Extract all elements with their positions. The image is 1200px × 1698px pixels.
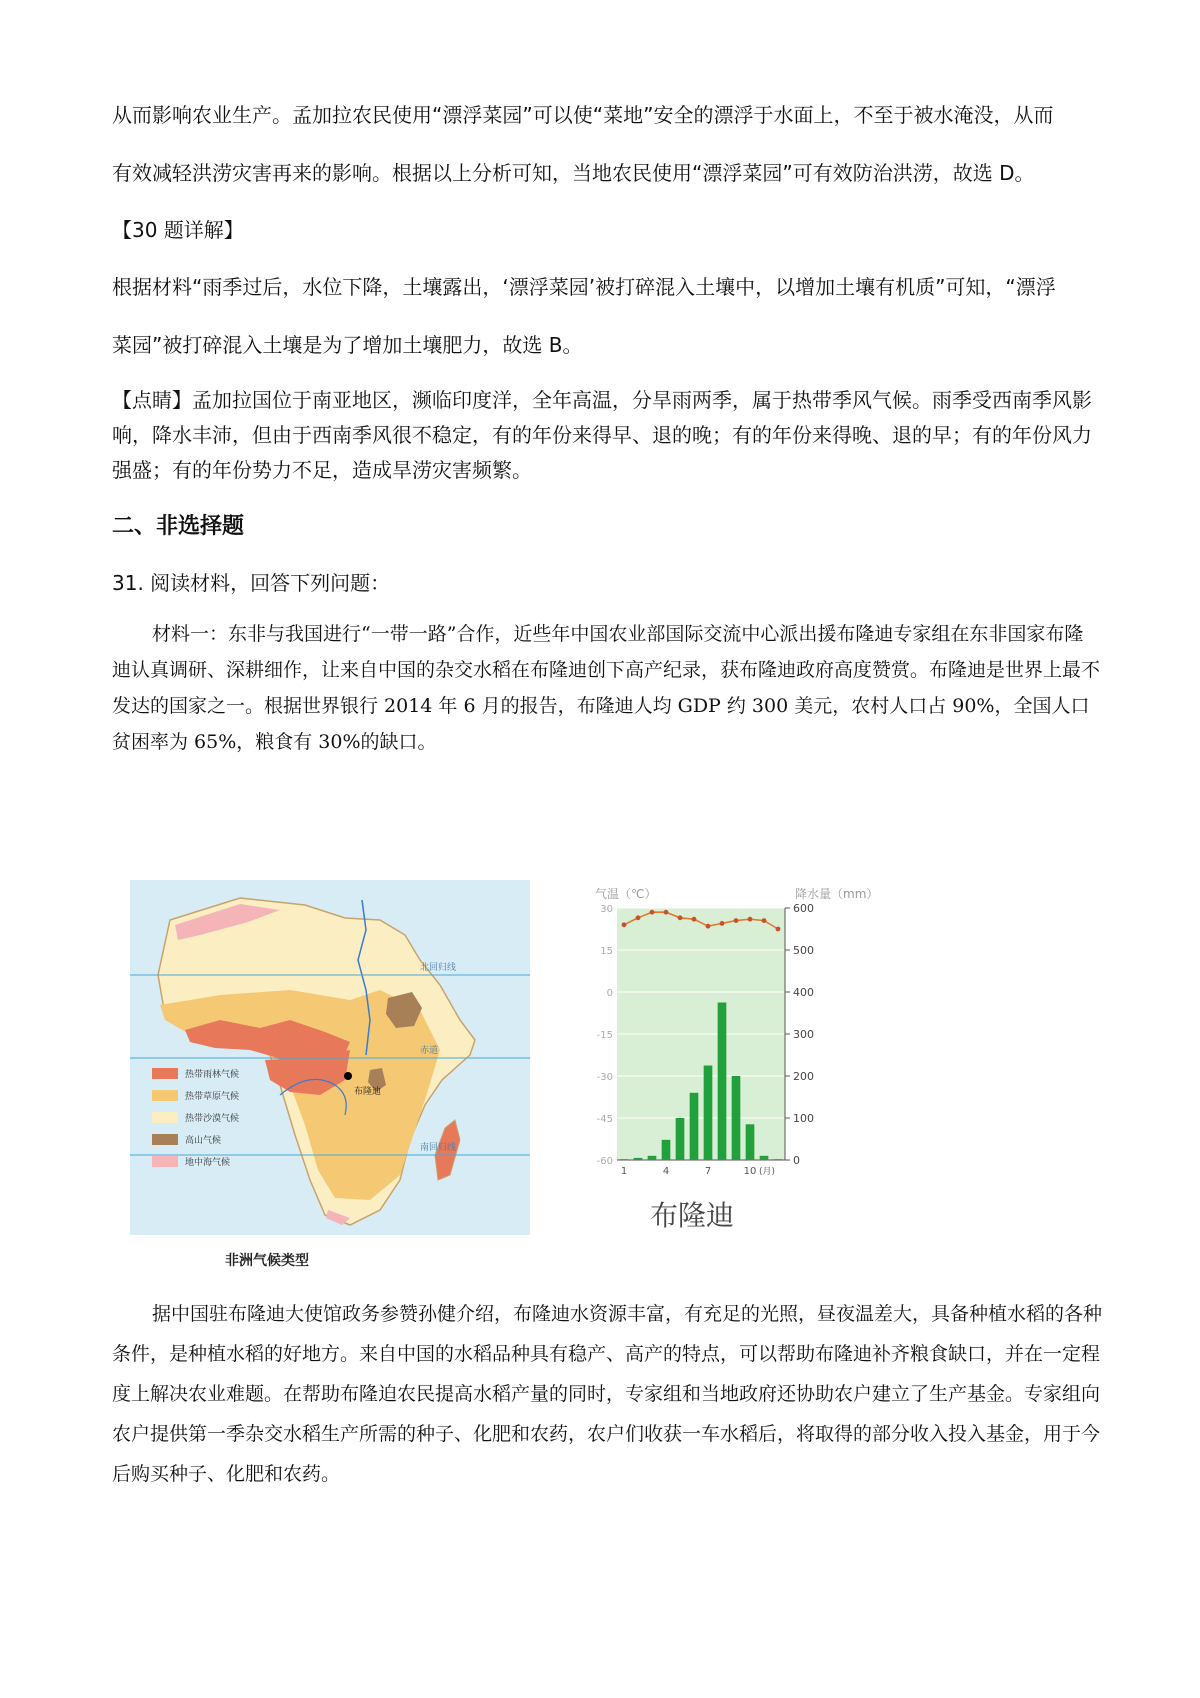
legend-label: 地中海气候	[185, 1158, 231, 1168]
temperature-point	[622, 922, 627, 927]
chart-right-tick-label: 400	[793, 986, 814, 999]
precip-bar	[634, 1158, 643, 1160]
chart-x-tick-label: 4	[662, 1166, 670, 1177]
precip-bar	[648, 1156, 657, 1160]
precip-bar	[760, 1156, 769, 1160]
legend-swatch	[152, 1112, 178, 1123]
chart-left-axis-label: 气温（℃）	[595, 887, 657, 901]
temperature-point	[720, 921, 725, 926]
burundi-climate-chart	[595, 880, 965, 1270]
legend-label: 热带草原气候	[185, 1092, 240, 1102]
chart-x-tick-label: 1	[620, 1166, 628, 1177]
chart-title: 布隆迪	[650, 1199, 735, 1232]
temperature-point	[734, 918, 739, 923]
temperature-point	[776, 927, 781, 932]
temperature-point	[664, 910, 669, 915]
material-one: 材料一：东非与我国进行“一带一路”合作，近些年中国农业部国际交流中心派出援布隆迪专家组在东非国家布隆迪认真调研、深耕细作，让来自中国的杂交水稻在布隆迪创下高产纪录，获布隆迪政府高度赞赏。布隆迪是世界上最不发达的国家之一。根据世界银行 2014 年 6 月的报告，布隆迪人均 GDP 约 300 美元，农村人口占 90%，全国人口贫困率为 65%，粮食有 30%的缺口。	[112, 623, 1101, 753]
precip-bar	[620, 1159, 629, 1160]
temperature-point	[678, 915, 683, 920]
subheading-30: 【30 题详解】	[112, 218, 244, 242]
burundi-marker	[344, 1072, 352, 1080]
temperature-point	[636, 915, 641, 920]
chart-left-tick-label: 0	[606, 988, 613, 999]
legend-swatch	[152, 1156, 178, 1167]
chart-left-tick-label: -60	[596, 1156, 613, 1167]
paragraph-line: 菜园”被打碎混入土壤是为了增加土壤肥力，故选 B。	[112, 333, 583, 357]
temperature-point	[692, 917, 697, 922]
paragraph-line: 有效减轻洪涝灾害再来的影响。根据以上分析可知，当地农民使用“漂浮菜园”可有效防治洪涝，故选 D。	[112, 161, 1035, 185]
precip-bar	[774, 1159, 783, 1160]
temperature-point	[706, 924, 711, 929]
paragraph-line: 根据材料“雨季过后，水位下降，土壤露出，‘漂浮菜园’被打碎混入土壤中，以增加土壤有机质”可知，“漂浮	[112, 275, 1056, 299]
map-label-tropic-north: 北回归线	[420, 963, 457, 973]
chart-left-tick-label: -15	[596, 1030, 613, 1041]
chart-left-tick-label: -45	[596, 1114, 613, 1125]
legend-label: 高山气候	[185, 1136, 222, 1146]
map-label-tropic-south: 南回归线	[420, 1143, 457, 1153]
precip-bar	[732, 1076, 741, 1160]
temperature-point	[762, 918, 767, 923]
legend-label: 热带沙漠气候	[185, 1114, 240, 1124]
chart-left-tick-label: 30	[600, 904, 613, 915]
chart-right-tick-label: 0	[793, 1154, 800, 1167]
precip-bar	[704, 1066, 713, 1161]
chart-x-tick-label: 7	[704, 1166, 712, 1177]
material-two: 据中国驻布隆迪大使馆政务参赞孙健介绍，布隆迪水资源丰富，有充足的光照，昼夜温差大，具备种植水稻的各种条件，是种植水稻的好地方。来自中国的水稻品种具有稳产、高产的特点，可以帮助布隆迪补齐粮食缺口，并在一定程度上解决农业难题。在帮助布隆迫农民提高水稻产量的同时，专家组和当地政府还协助农户建立了生产基金。专家组向农户提供第一季杂交水稻生产所需的种子、化肥和农药，农户们收获一车水稻后，将取得的部分收入投入基金，用于今后购买种子、化肥和农药。	[112, 1303, 1103, 1485]
precip-bar	[676, 1118, 685, 1160]
map-caption: 非洲气候类型	[225, 1253, 309, 1269]
paragraph-line: 从而影响农业生产。孟加拉农民使用“漂浮菜园”可以使“菜地”安全的漂浮于水面上，不至于被水淹没，从而	[112, 103, 1054, 127]
africa-climate-map	[130, 880, 530, 1275]
chart-right-tick-label: 300	[793, 1028, 814, 1041]
key-point-paragraph: 【点睛】孟加拉国位于南亚地区，濒临印度洋，全年高温，分旱雨两季，属于热带季风气候。雨季受西南季风影响，降水丰沛，但由于西南季风很不稳定，有的年份来得早、退的晚；有的年份来得晚、退的早；有的年份风力强盛；有的年份势力不足，造成旱涝灾害频繁。	[112, 388, 1092, 482]
map-label-equator: 赤道	[420, 1046, 439, 1056]
temperature-point	[748, 917, 753, 922]
chart-left-tick-label: 15	[600, 946, 613, 957]
chart-left-tick-label: -30	[596, 1072, 613, 1083]
precip-bar	[662, 1140, 671, 1160]
section-heading: 二、非选择题	[112, 514, 245, 539]
chart-right-tick-label: 600	[793, 902, 814, 915]
chart-right-tick-label: 200	[793, 1070, 814, 1083]
chart-x-tick-label: 10	[743, 1166, 757, 1177]
precip-bar	[746, 1124, 755, 1160]
temperature-point	[650, 910, 655, 915]
chart-x-unit: (月)	[759, 1167, 776, 1177]
legend-swatch	[152, 1134, 178, 1145]
legend-label: 热带雨林气候	[185, 1070, 240, 1080]
chart-right-axis-label: 降水量（mm）	[795, 887, 879, 901]
legend-swatch	[152, 1068, 178, 1079]
map-label-burundi: 布隆迪	[354, 1087, 382, 1097]
chart-right-tick-label: 100	[793, 1112, 814, 1125]
legend-swatch	[152, 1090, 178, 1101]
question-31: 31. 阅读材料，回答下列问题：	[112, 571, 391, 595]
chart-right-tick-label: 500	[793, 944, 814, 957]
precip-bar	[718, 1003, 727, 1161]
precip-bar	[690, 1093, 699, 1160]
